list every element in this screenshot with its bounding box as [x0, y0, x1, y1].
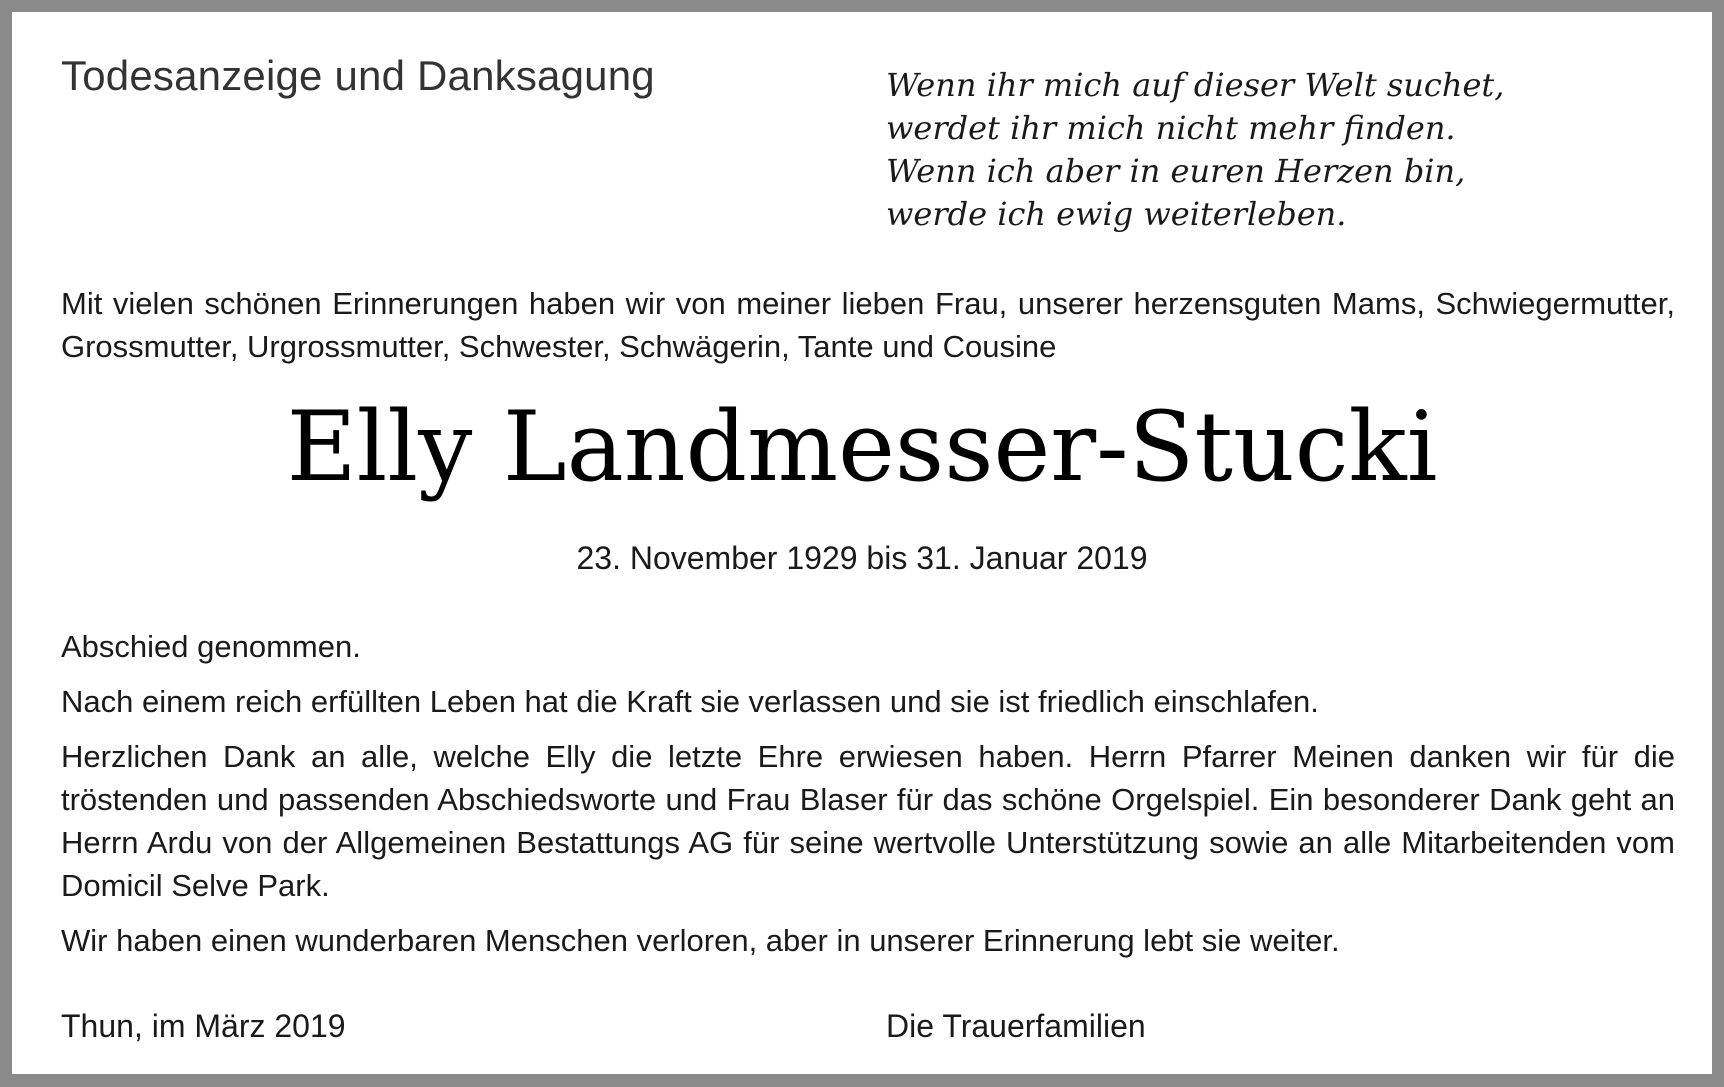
deceased-name: Elly Landmesser-Stucki [286, 391, 1438, 503]
poem-line: Wenn ihr mich auf dieser Welt suchet, [886, 66, 1505, 104]
poem-line: Wenn ich aber in euren Herzen bin, [886, 152, 1466, 190]
signature: Die Trauerfamilien [886, 1008, 1146, 1044]
intro-text: Mit vielen schönen Erinnerungen haben wir von meiner lieben Frau, unserer herzensguten Mams, Schwiegermutter, Grossmutter, Urgrossmutter, Schwester, Schwägerin, Tante und Cousine [61, 286, 1675, 364]
body-paragraph: Wir haben einen wunderbaren Menschen verloren, aber in unserer Erinnerung lebt sie weiter. [61, 923, 1340, 958]
body-text [61, 625, 1675, 974]
notice-heading: Todesanzeige und Danksagung [61, 52, 655, 99]
obituary-page [12, 12, 1712, 1074]
body-paragraph: Herzlichen Dank an alle, welche Elly die letzte Ehre erwiesen haben. Herrn Pfarrer Meinen danken wir für die tröstenden und passenden Abschiedsworte und Frau Blaser für das schöne Orgelspiel. Ein besonderer Dank geht an Herrn Ardu von der Allgemeinen Bestattungs AG für seine wertvolle Unterstützung sowie an alle Mitarbeitenden vom Domicil Selve Park. [61, 739, 1675, 903]
poem-line: werdet ihr mich nicht mehr finden. [886, 109, 1456, 147]
body-paragraph: Nach einem reich erfüllten Leben hat die Kraft sie verlassen und sie ist friedlich einschlafen. [61, 684, 1319, 719]
poem-block [886, 64, 1504, 236]
poem-line: werde ich ewig weiterleben. [886, 195, 1347, 233]
body-paragraph: Abschied genommen. [61, 629, 361, 664]
place-date: Thun, im März 2019 [61, 1008, 346, 1044]
life-dates: 23. November 1929 bis 31. Januar 2019 [576, 540, 1148, 576]
